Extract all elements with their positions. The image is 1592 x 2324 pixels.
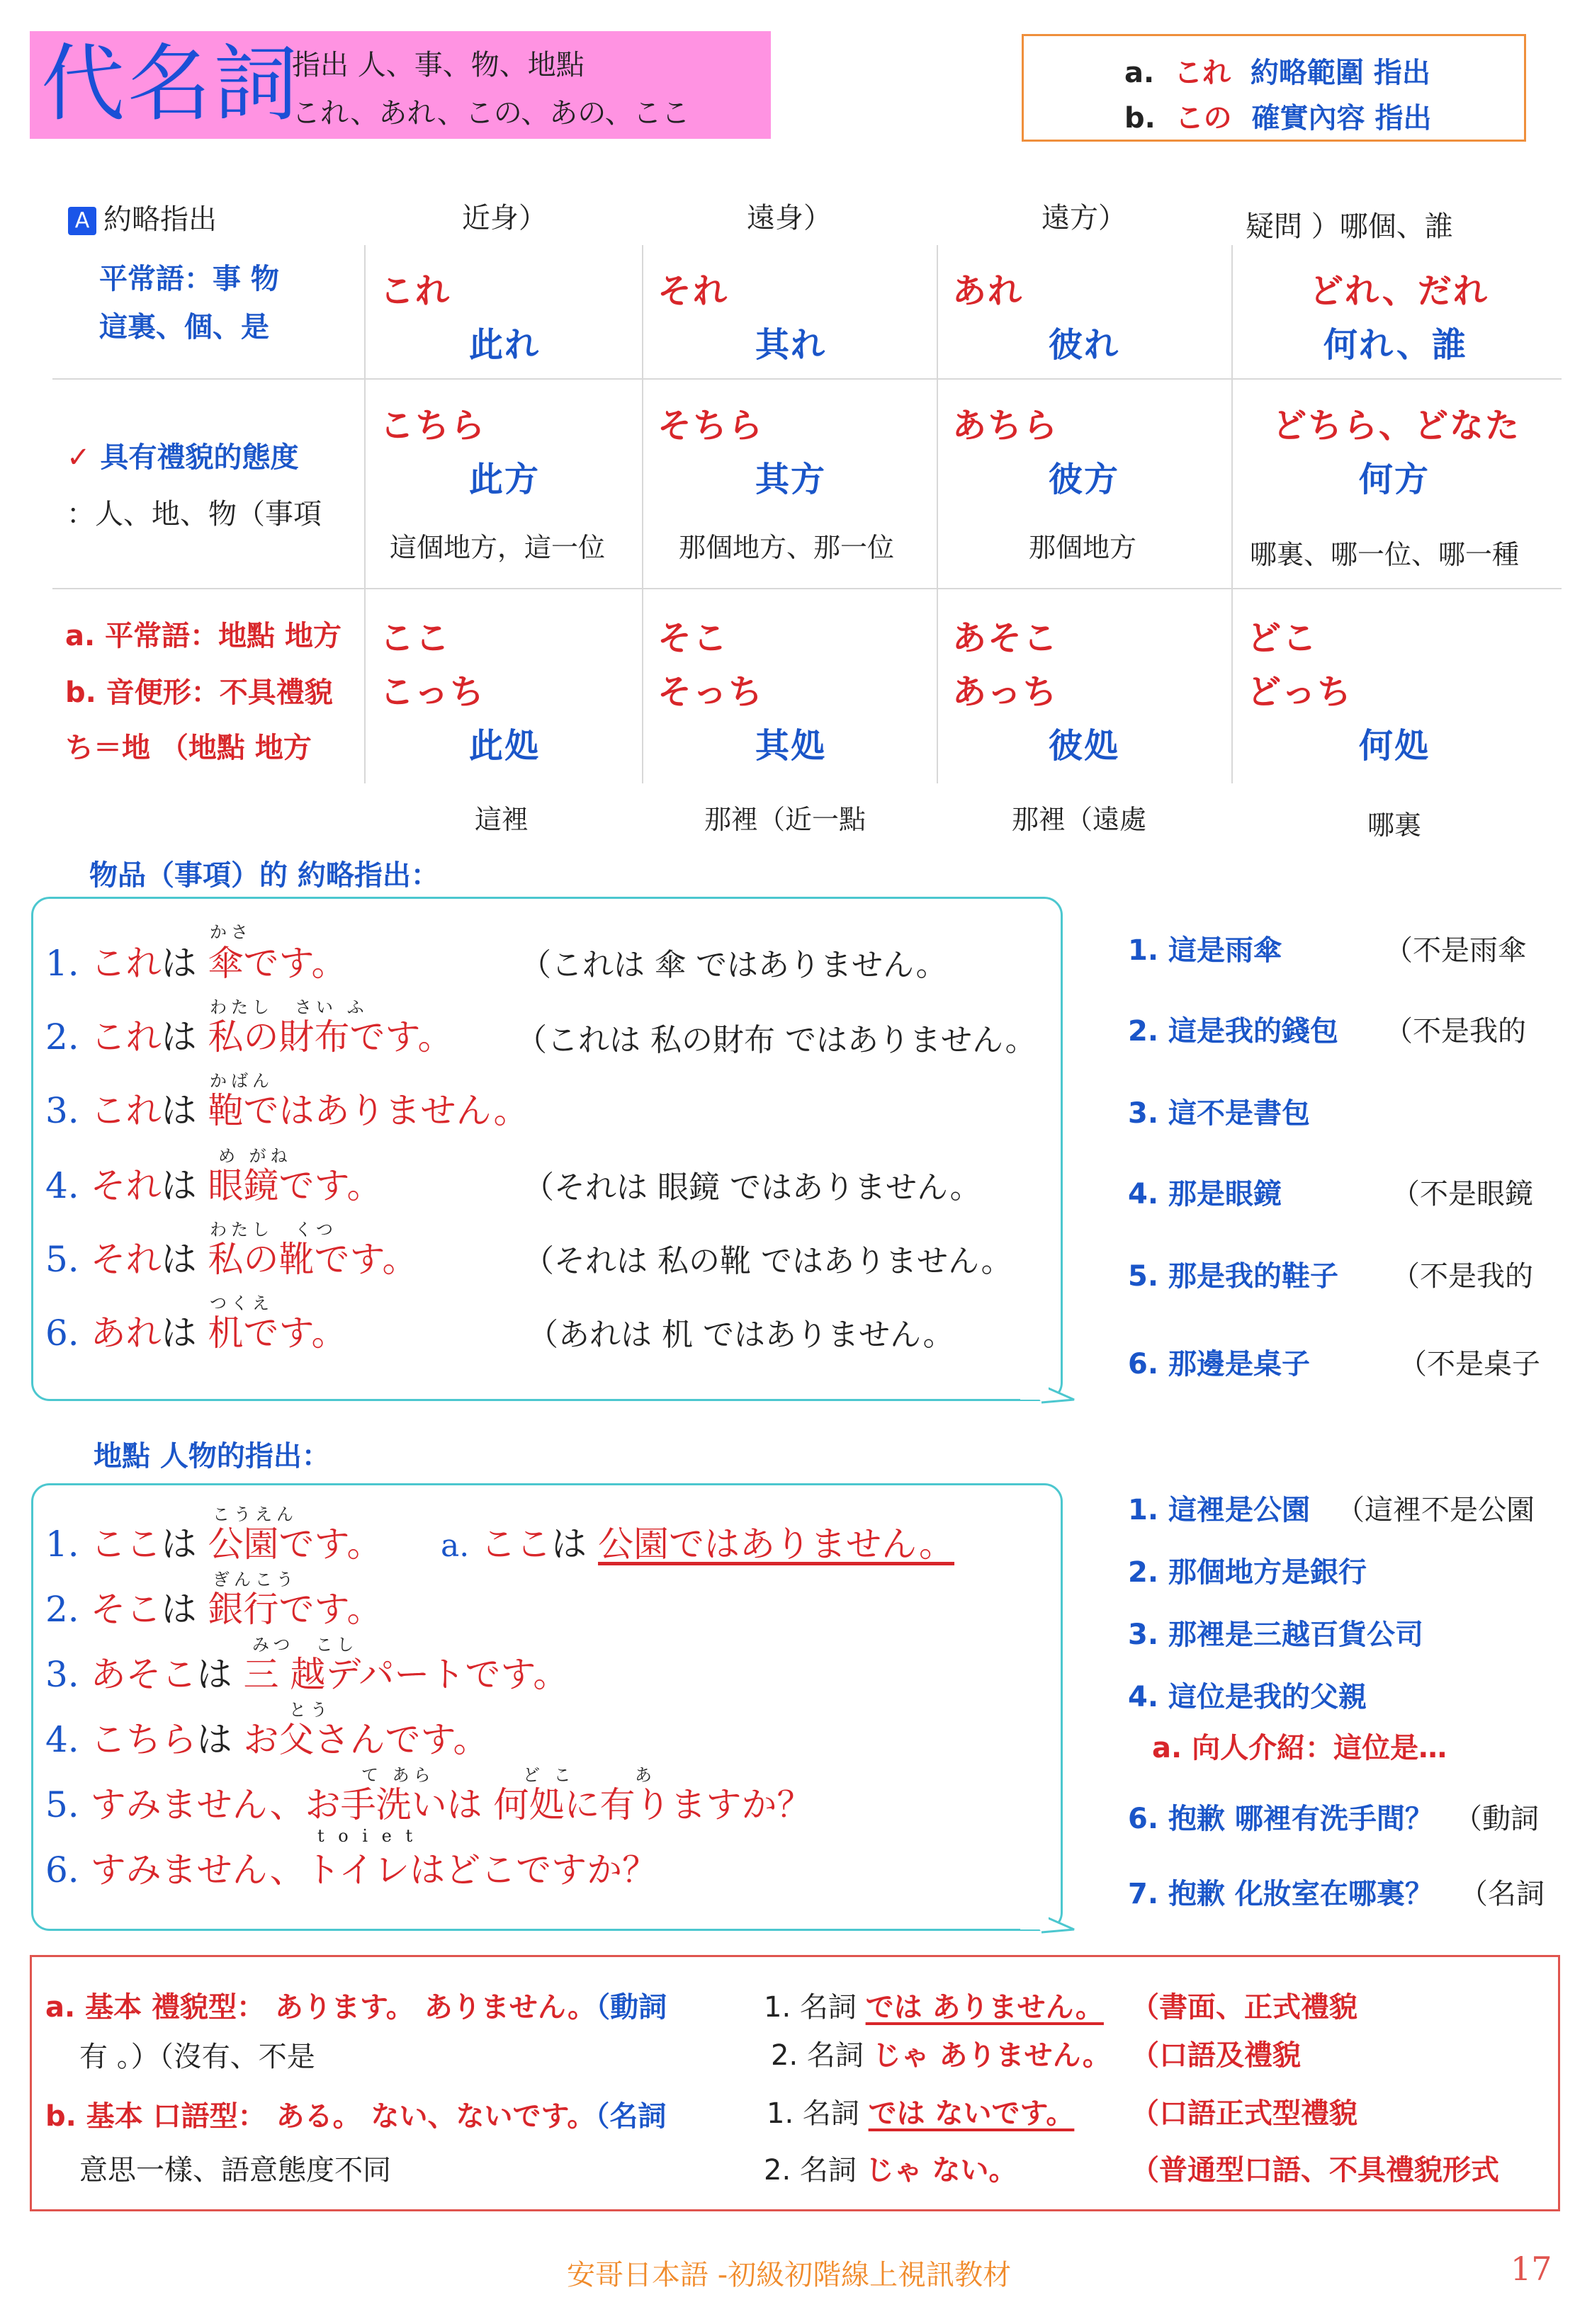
note-a-word: これ: [1174, 57, 1231, 89]
s1-right-main: 5. 那是我的鞋子: [1128, 1260, 1338, 1293]
ruby-tou: とう: [289, 1700, 332, 1720]
row2-label-1-text: 具有禮貌的態度: [100, 441, 299, 474]
s2-line-3: [45, 1646, 568, 1697]
bottom-a: [45, 1985, 667, 2025]
s2-right-2: [1128, 1550, 1367, 1590]
s2-num: 2.: [45, 1589, 79, 1630]
ruby-ginkou: ぎんこう: [213, 1570, 298, 1589]
ruby-a: あ: [635, 1765, 656, 1785]
s2-right-main: a. 向人介紹：這位是…: [1152, 1732, 1447, 1764]
s1-neg-text: （あれは 机 ではありません。: [527, 1317, 954, 1353]
s1-right-2-neg: （不是我的: [1384, 1015, 1526, 1048]
grid-vline: [937, 245, 938, 783]
row3-label-1-span: a. 平常語：地點 地方: [65, 620, 342, 652]
cell-sochira-kanji: 其方: [755, 460, 827, 499]
bottom-a-note: 有 。）（沒有、不是: [79, 2041, 315, 2073]
s1-neg-2: [516, 1014, 1037, 1060]
s1-right-4: [1128, 1172, 1282, 1212]
row1-label-2: 這裏、個、是: [99, 311, 269, 344]
ruby-kouen: こうえん: [213, 1504, 298, 1524]
row3-label-3: [65, 725, 312, 766]
s2-neg-wa: は: [551, 1524, 587, 1565]
s2-neg-pron: ここ: [480, 1524, 552, 1565]
bottom-b: [45, 2094, 666, 2134]
s2-pron: こちら: [90, 1719, 197, 1760]
s2-wa: は: [161, 1524, 197, 1565]
note-b: [1124, 96, 1431, 136]
row3-label-2: [65, 670, 333, 710]
note-b-prefix: b.: [1124, 102, 1156, 135]
s1-neg-text: （それは 私の靴 ではありません。: [523, 1243, 1012, 1279]
s1-neg-1: [520, 939, 947, 985]
s1-num: 3.: [45, 1090, 79, 1131]
s1-wa: は: [161, 1313, 197, 1354]
cell-kochira-kanji: 此方: [469, 460, 541, 499]
bottom-b-note: 意思一樣、語意態度不同: [79, 2154, 391, 2187]
s1-right-main: 1. 這是雨傘: [1128, 934, 1282, 967]
footer-text: 安哥日本語 -初級初階線上視訊教材: [567, 2259, 1012, 2291]
s2-line-1: [45, 1516, 383, 1567]
s1-right-main: 3. 這不是書包: [1128, 1097, 1310, 1130]
cell-kochira: こちら: [380, 406, 487, 446]
note-asoko: 那裡（遠處: [1012, 804, 1147, 835]
s2-pron: あそこ: [90, 1654, 197, 1695]
grid-hline: [52, 588, 1562, 589]
bottom-r3-form: では ないです。: [868, 2097, 1075, 2130]
bottom-r3-desc: （口語正式型禮貌: [1131, 2097, 1357, 2130]
section1-bubble-tail: [1020, 1374, 1084, 1417]
s1-right-3: [1128, 1091, 1310, 1131]
s1-neg-text: （これは 傘 ではありません。: [520, 947, 947, 983]
s2-right-1-neg: （這裡不是公園: [1336, 1494, 1535, 1526]
cell-dochira-kanji: 何方: [1359, 460, 1430, 499]
s2-line-2: [45, 1581, 383, 1632]
s1-neg-4: [523, 1162, 981, 1207]
s1-line-2: [45, 1009, 453, 1060]
s2-right-main: 2. 那個地方是銀行: [1128, 1556, 1367, 1589]
cell-doko-kanji: 何処: [1359, 726, 1430, 766]
corner-label: 約略指出: [103, 203, 217, 236]
section2-bubble-tail: [1020, 1904, 1084, 1946]
s2-pron: ここ: [90, 1524, 162, 1565]
ruby-doko: ど こ: [523, 1765, 575, 1785]
s1-right-4-neg: （不是眼鏡: [1391, 1178, 1533, 1211]
bottom-r4: [764, 2148, 1017, 2188]
row3-label-3-span: ち＝地 （地點 地方: [65, 732, 312, 764]
s2-line-1-neg: [441, 1516, 954, 1567]
s1-right-6-neg: （不是桌子: [1399, 1348, 1540, 1381]
s1-right-6: [1128, 1342, 1310, 1382]
s1-right-1-neg: （不是雨傘: [1384, 934, 1526, 967]
ruby-watashi-kutsu: わたし くつ: [210, 1220, 337, 1240]
s1-num: 6.: [45, 1313, 79, 1354]
note-b-desc: 確實內容 指出: [1251, 102, 1432, 135]
bottom-r1-desc: （書面、正式禮貌: [1131, 1991, 1357, 2024]
s2-right-7-neg: （名詞: [1460, 1878, 1545, 1910]
cell-achira-note: 那個地方: [1029, 532, 1137, 563]
s1-right-main: 4. 那是眼鏡: [1128, 1178, 1282, 1211]
cell-dore-kanji: 何れ、誰: [1323, 325, 1467, 365]
s1-pron: それ: [90, 1165, 162, 1206]
cell-are: あれ: [952, 271, 1024, 311]
s1-line-6: [45, 1305, 347, 1356]
grid-vline: [1231, 245, 1233, 783]
row1-label-1: 平常語：事 物: [99, 263, 279, 295]
s1-wa: は: [161, 1016, 197, 1058]
cell-sore: それ: [657, 271, 729, 311]
cell-achira-kanji: 彼方: [1049, 460, 1120, 499]
ruby-toiet: t o i e t: [317, 1826, 417, 1846]
s1-num: 1.: [45, 943, 79, 984]
row2-label-1: [67, 435, 298, 475]
cell-kochira-note: 這個地方，這一位: [390, 532, 606, 563]
section1-title: 物品（事項）的 約略指出：: [89, 859, 439, 892]
s2-num: 3.: [45, 1654, 79, 1695]
ruby-tearai: て あら: [361, 1765, 435, 1785]
s2-right-main: 7. 抱歉 化妝室在哪裏？: [1128, 1878, 1433, 1910]
cell-asoko-kanji: 彼処: [1049, 726, 1120, 766]
s2-rest: 三 越デパートです。: [243, 1654, 569, 1695]
s2-line-6: [45, 1842, 657, 1893]
s1-pron: あれ: [90, 1313, 162, 1354]
s2-rest: 銀行です。: [208, 1589, 383, 1630]
s1-neg-6: [527, 1309, 954, 1354]
s1-wa: は: [161, 1090, 197, 1131]
note-b-word: この: [1175, 102, 1232, 135]
s1-rest: 鞄ではありません。: [208, 1090, 529, 1131]
s1-neg-5: [523, 1235, 1012, 1281]
note-box: [1022, 34, 1526, 142]
cell-dochira-note: 哪裏、哪一位、哪一種: [1250, 539, 1520, 570]
s2-pron: そこ: [90, 1589, 162, 1630]
cell-soko: そこ: [657, 618, 729, 658]
s2-rest: トイレはどこですか？: [305, 1849, 658, 1891]
cell-acchi: あっち: [952, 672, 1058, 712]
check-icon: ✓: [67, 441, 91, 474]
badge-a: A: [68, 207, 96, 235]
s2-pron: すみません、: [90, 1784, 305, 1825]
s1-num: 5.: [45, 1239, 79, 1280]
note-a-prefix: a.: [1124, 57, 1155, 89]
row3-label-1-text: [65, 613, 341, 654]
s2-num: 1.: [45, 1524, 79, 1565]
bottom-r2: [771, 2033, 1111, 2073]
bottom-b-paren: （名詞: [595, 2100, 667, 2133]
s2-right-main: 1. 這裡是公園: [1128, 1494, 1310, 1526]
s1-rest: 私の靴です。: [208, 1239, 418, 1280]
grid-vline: [642, 245, 643, 783]
col-header-far: 遠方）: [1041, 202, 1127, 234]
table-corner: [68, 197, 217, 237]
note-soko: 那裡（近一點: [704, 804, 866, 835]
cell-kore-kanji: 此れ: [469, 325, 541, 365]
row2-label-2: ：人、地、物（事項: [67, 498, 322, 531]
s1-right-2: [1128, 1009, 1338, 1049]
s1-right-main: 6. 那邊是桌子: [1128, 1348, 1310, 1381]
bottom-a-label: a. 基本 禮貌型：: [45, 1991, 266, 2024]
s1-rest: 机です。: [208, 1313, 347, 1354]
bottom-a-forms: あります。 ありません。: [274, 1991, 597, 2024]
s1-right-5-neg: （不是我的: [1391, 1260, 1533, 1293]
s1-rest: 私の財布です。: [208, 1016, 453, 1058]
bottom-b-forms: ある。 ない、ないです。: [276, 2100, 596, 2133]
col-header-question: 疑問 ）哪個、誰: [1246, 210, 1453, 243]
title-subtitle-2: これ、あれ、この、あの、ここ: [292, 97, 690, 130]
title-subtitle-1: 指出 人、事、物、地點: [292, 49, 585, 81]
s1-num: 4.: [45, 1165, 79, 1206]
s1-pron: これ: [90, 943, 162, 984]
cell-sochira-note: 那個地方、那一位: [679, 532, 895, 563]
cell-asoko: あそこ: [952, 618, 1059, 658]
s2-rest: 公園です。: [208, 1524, 383, 1565]
s2-rest: お父さんです。: [243, 1719, 489, 1760]
bottom-r4-desc: （普通型口語、不具禮貌形式: [1131, 2154, 1499, 2187]
col-header-near: 近身）: [462, 202, 547, 234]
bottom-r1-num: 1. 名詞: [764, 1991, 857, 2024]
s2-wa: は: [161, 1589, 197, 1630]
s2-right-3: [1128, 1612, 1423, 1653]
note-a: [1124, 50, 1430, 91]
s2-right-1: [1128, 1487, 1310, 1528]
s2-right-main: 3. 那裡是三越百貨公司: [1128, 1619, 1423, 1651]
grid-hline: [52, 378, 1562, 380]
s1-neg-text: （これは 私の財布 ではありません。: [516, 1022, 1037, 1058]
s2-neg-prefix: a.: [441, 1528, 470, 1564]
s2-rest: お手洗いは 何処に有りますか？: [305, 1784, 813, 1825]
ruby-tsukue: つくえ: [210, 1293, 273, 1313]
cell-achira: あちら: [952, 406, 1059, 446]
s1-wa: は: [161, 1239, 197, 1280]
s2-pron: すみません、: [90, 1849, 305, 1891]
s1-rest: 傘です。: [208, 943, 347, 984]
cell-kocchi: こっち: [380, 672, 486, 712]
cell-kore: これ: [380, 271, 451, 311]
s2-line-4: [45, 1711, 489, 1762]
ruby-kaban: かばん: [210, 1071, 273, 1091]
s2-num: 5.: [45, 1784, 79, 1825]
cell-dore-dare: どれ、だれ: [1309, 271, 1489, 311]
bottom-r1-form: では ありません。: [865, 1991, 1104, 2024]
s2-right-4a: [1152, 1725, 1447, 1766]
page-number: 17: [1511, 2250, 1552, 2288]
ruby-kasa: かさ: [210, 922, 252, 942]
note-a-desc: 約略範圍 指出: [1250, 57, 1430, 89]
cell-doko: どこ: [1247, 618, 1319, 658]
section2-title: 地點 人物的指出：: [94, 1440, 330, 1473]
s1-rest: 眼鏡です。: [208, 1165, 383, 1206]
s1-pron: それ: [90, 1239, 162, 1280]
s1-right-main: 2. 這是我的錢包: [1128, 1015, 1338, 1048]
s1-line-5: [45, 1231, 418, 1282]
bottom-r4-num: 2. 名詞: [764, 2154, 857, 2187]
bottom-r2-num: 2. 名詞: [771, 2039, 864, 2072]
cell-sore-kanji: 其れ: [755, 325, 827, 365]
ruby-mitsukoshi: みつ こし: [252, 1635, 359, 1655]
s1-pron: これ: [90, 1090, 162, 1131]
bottom-r2-desc: （口語及禮貌: [1131, 2039, 1301, 2072]
col-header-mid: 遠身）: [747, 202, 832, 234]
bottom-r1: [764, 1985, 1104, 2025]
ruby-watashi-saifu: わたし さい ふ: [210, 997, 368, 1017]
cell-soko-kanji: 其処: [755, 726, 827, 766]
page-title: 代名詞: [41, 35, 301, 132]
s2-right-6: [1128, 1796, 1433, 1837]
s2-right-main: 6. 抱歉 哪裡有洗手間？: [1128, 1803, 1433, 1835]
s1-num: 2.: [45, 1016, 79, 1058]
cell-koko-kanji: 此処: [469, 726, 541, 766]
grid-vline: [364, 245, 366, 783]
s2-neg-rest: 公園ではありません。: [598, 1524, 955, 1565]
s1-pron: これ: [90, 1016, 162, 1058]
s2-line-5: [45, 1776, 813, 1827]
s2-wa: は: [196, 1654, 232, 1695]
s1-neg-text: （それは 眼鏡 ではありません。: [523, 1169, 981, 1206]
s1-line-4: [45, 1157, 383, 1208]
cell-are-kanji: 彼れ: [1049, 325, 1120, 365]
bottom-r4-form: じゃ ない。: [865, 2154, 1017, 2187]
s2-right-7: [1128, 1871, 1433, 1912]
s1-right-1: [1128, 928, 1282, 968]
s2-wa: は: [196, 1719, 232, 1760]
s1-wa: は: [161, 943, 197, 984]
s1-wa: は: [161, 1165, 197, 1206]
bottom-r3: [767, 2091, 1074, 2131]
cell-dochira-donata: どちら、どなた: [1272, 406, 1521, 446]
s2-right-6-neg: （動詞: [1454, 1803, 1539, 1835]
ruby-megane: め がね: [218, 1146, 292, 1166]
s2-num: 6.: [45, 1849, 79, 1891]
cell-docchi: どっち: [1247, 672, 1353, 712]
bottom-r3-num: 1. 名詞: [767, 2097, 859, 2130]
bottom-r2-form: じゃ ありません。: [872, 2039, 1111, 2072]
cell-koko: ここ: [380, 618, 451, 658]
s1-line-1: [45, 935, 347, 986]
s2-num: 4.: [45, 1719, 79, 1760]
s2-right-main: 4. 這位是我的父親: [1128, 1681, 1367, 1713]
s1-line-3: [45, 1082, 529, 1133]
s1-right-5: [1128, 1254, 1338, 1294]
note-koko: 這裡: [475, 804, 529, 835]
cell-sochira: そちら: [657, 406, 764, 446]
cell-socchi: そっち: [657, 672, 764, 712]
bottom-a-paren: （動詞: [596, 1991, 667, 2024]
note-doko: 哪裏: [1367, 810, 1422, 841]
bottom-b-label: b. 基本 口語型：: [45, 2100, 266, 2133]
s2-right-4: [1128, 1674, 1367, 1715]
row3-label-2-span: b. 音便形：不具禮貌: [65, 676, 333, 709]
